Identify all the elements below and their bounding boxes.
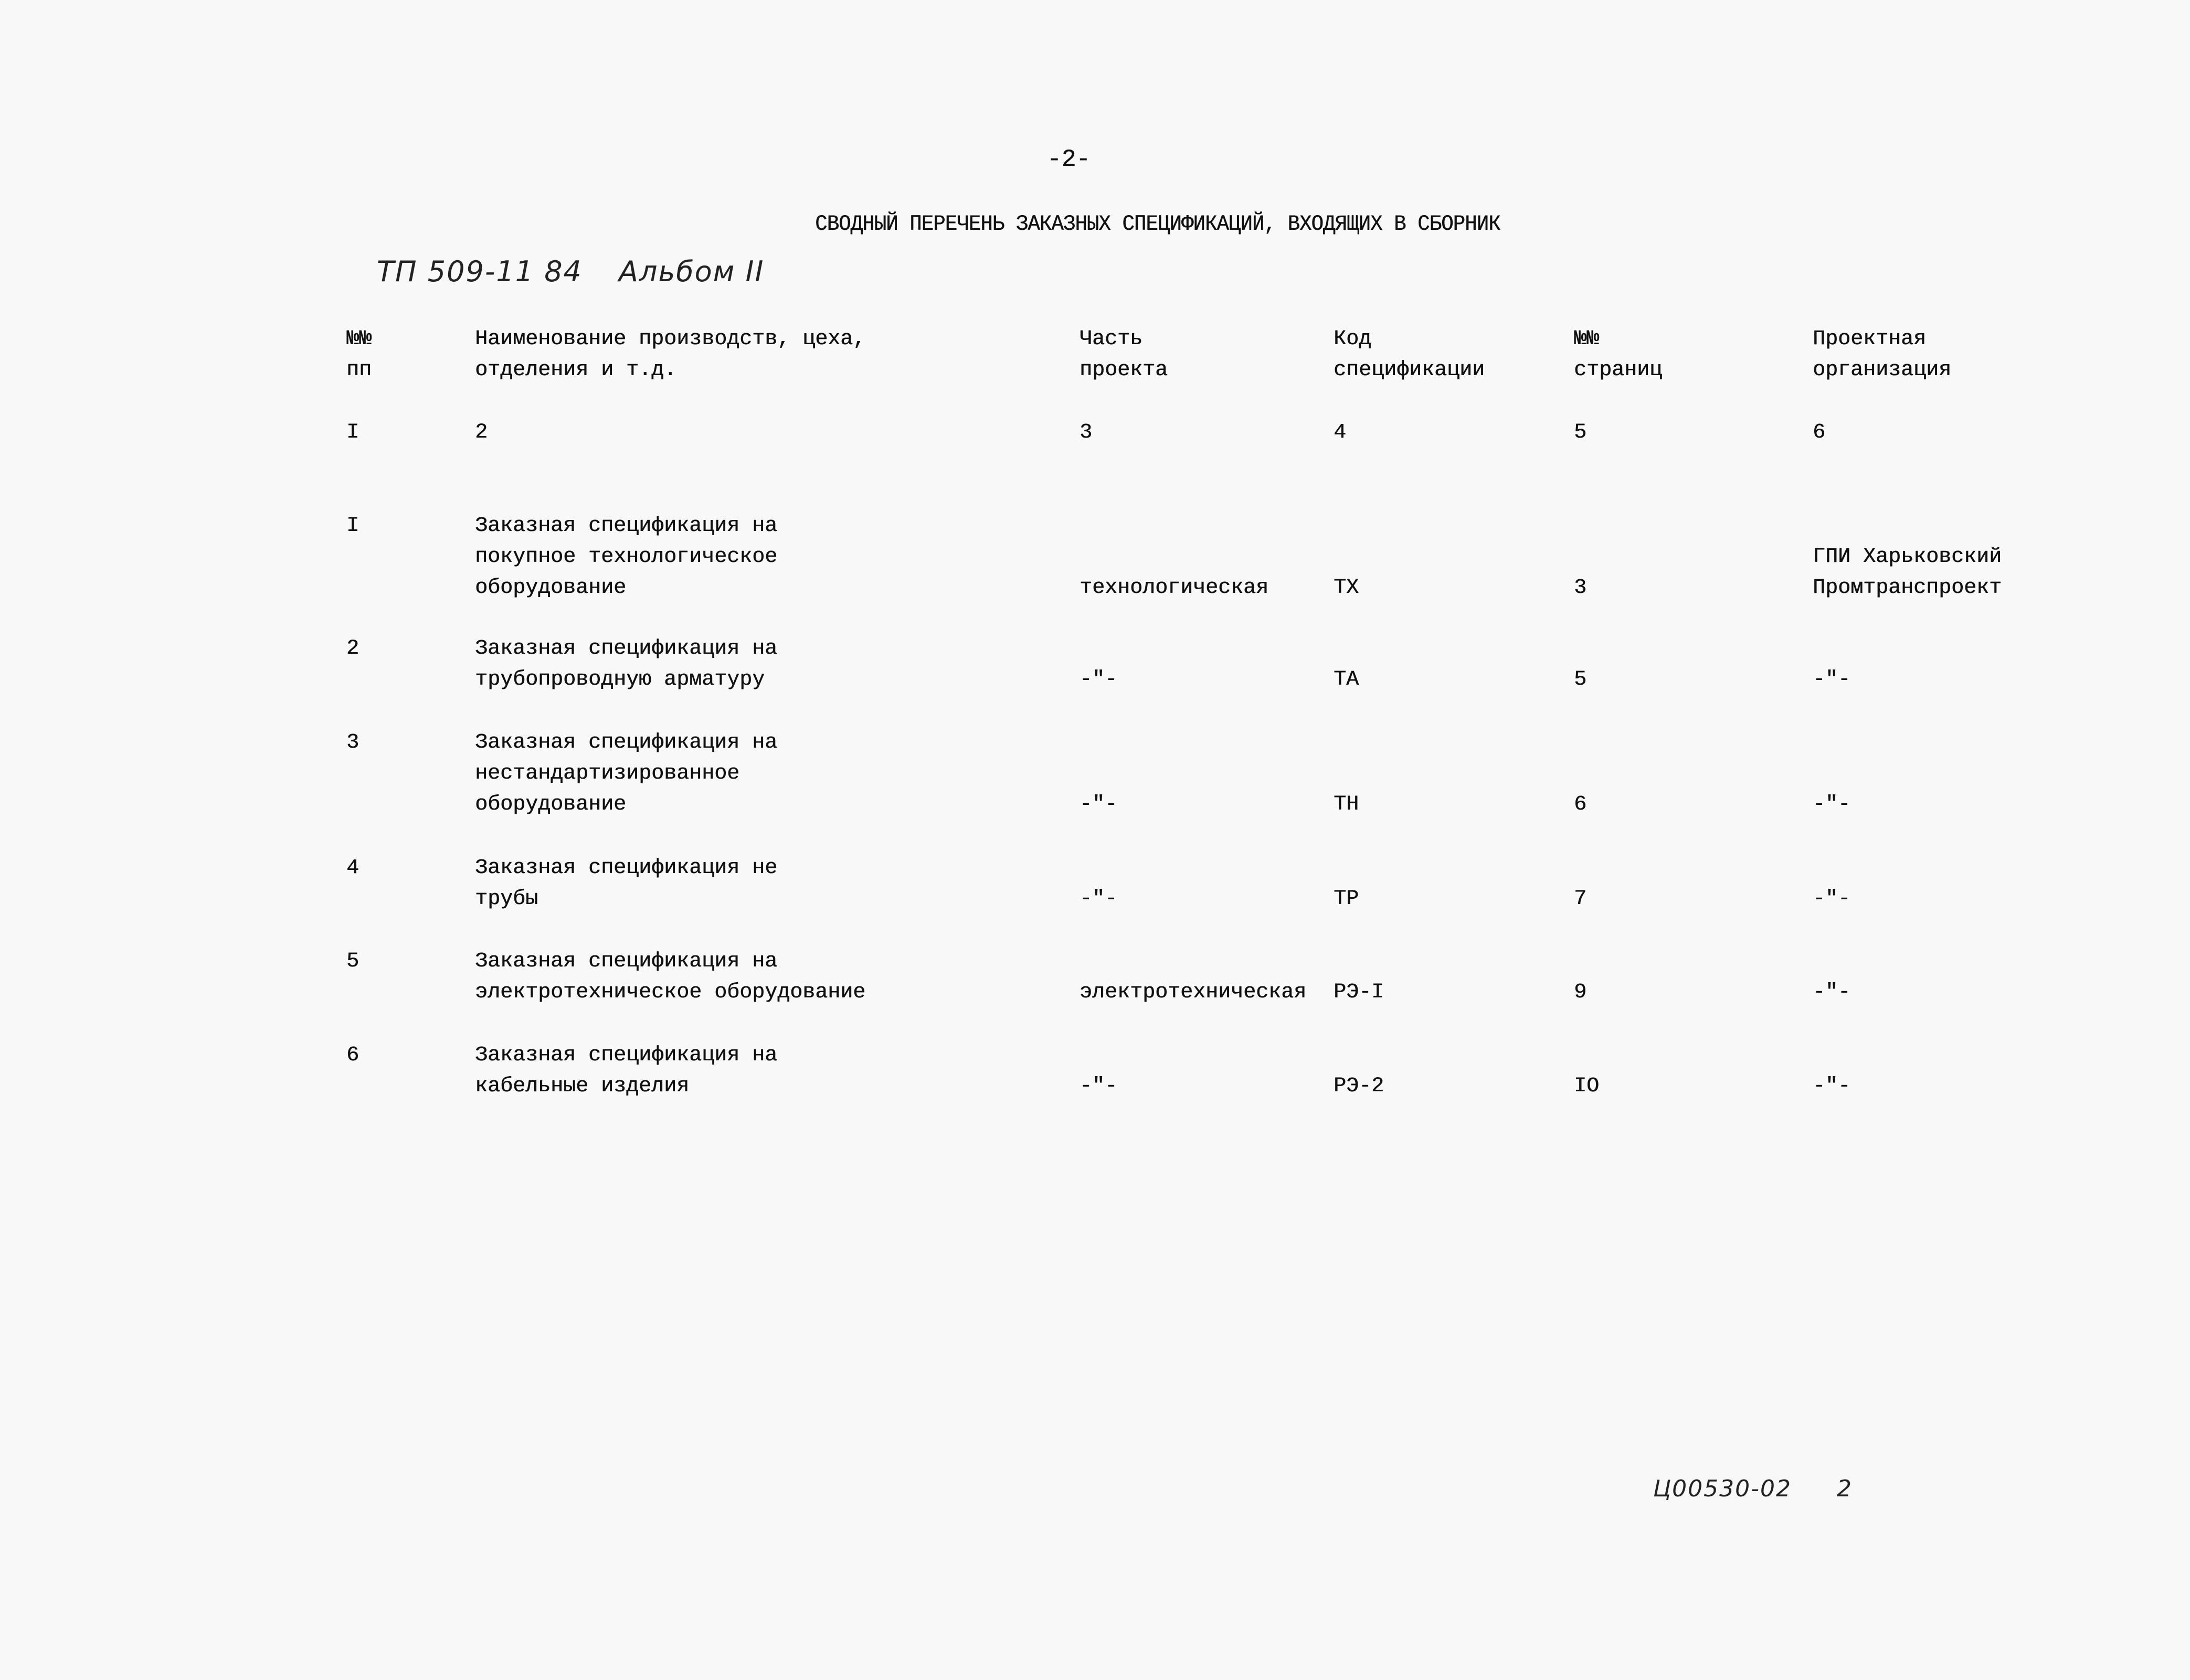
handwritten-project-code: ТП 509-11 84 (377, 255, 583, 288)
cell-part: -"- (1080, 668, 1118, 692)
table-row (0, 633, 2190, 695)
cell-num: 3 (346, 731, 359, 754)
header-part: Часть проекта (1080, 327, 1168, 382)
column-number: I (346, 421, 359, 444)
table-row (0, 853, 2190, 915)
cell-pages: IO (1574, 1075, 1600, 1098)
column-number: 6 (1813, 421, 1826, 444)
cell-name: Заказная спецификация на электротехническое оборудование (475, 950, 866, 1004)
cell-name: Заказная спецификация на кабельные изделия (475, 1044, 778, 1098)
cell-pages: 6 (1574, 793, 1587, 816)
cell-num: 5 (346, 950, 359, 973)
cell-code: РЭ-I (1334, 981, 1384, 1004)
header-code: Код спецификации (1334, 327, 1485, 382)
cell-num: 2 (346, 637, 359, 661)
cell-org: -"- (1813, 1075, 1851, 1098)
table-row (0, 511, 2190, 603)
cell-num: 6 (346, 1044, 359, 1067)
cell-name: Заказная спецификация не трубы (475, 856, 778, 911)
cell-part: электротехническая (1080, 981, 1307, 1004)
cell-code: ТН (1334, 793, 1359, 816)
cell-pages: 5 (1574, 668, 1587, 692)
cell-part: -"- (1080, 1075, 1118, 1098)
table-row (0, 946, 2190, 1008)
cell-part: -"- (1080, 793, 1118, 816)
cell-org: ГПИ Харьковский Промтранспроект (1813, 545, 2002, 600)
cell-org: -"- (1813, 981, 1851, 1004)
column-number: 3 (1080, 421, 1093, 444)
header-org: Проектная организация (1813, 327, 1952, 382)
header-name: Наименование производств, цеха, отделения и т.д. (475, 327, 866, 382)
cell-org: -"- (1813, 887, 1851, 911)
handwritten-album: Альбом II (619, 255, 765, 288)
handwritten-sheet-number: 2 (1837, 1475, 1853, 1502)
cell-code: ТР (1334, 887, 1359, 911)
header-pages: №№ страниц (1574, 327, 1663, 382)
cell-code: ТХ (1334, 576, 1359, 600)
page-number: -2- (1047, 146, 1091, 173)
document-title: СВОДНЫЙ ПЕРЕЧЕНЬ ЗАКАЗНЫХ СПЕЦИФИКАЦИЙ, ВХОДЯЩИХ В СБОРНИК (815, 211, 1500, 237)
cell-code: РЭ-2 (1334, 1075, 1384, 1098)
cell-name: Заказная спецификация на трубопроводную арматуру (475, 637, 778, 692)
cell-name: Заказная спецификация на покупное технологическое оборудование (475, 514, 778, 600)
header-num: №№ пп (346, 327, 372, 382)
table-row (0, 727, 2190, 820)
cell-num: I (346, 514, 359, 538)
column-number: 2 (475, 421, 488, 444)
cell-org: -"- (1813, 668, 1851, 692)
cell-pages: 3 (1574, 576, 1587, 600)
cell-org: -"- (1813, 793, 1851, 816)
cell-part: -"- (1080, 887, 1118, 911)
column-number: 5 (1574, 421, 1587, 444)
column-number: 4 (1334, 421, 1347, 444)
cell-pages: 9 (1574, 981, 1587, 1004)
cell-pages: 7 (1574, 887, 1587, 911)
cell-part: технологическая (1080, 576, 1269, 600)
handwritten-doc-code: Ц00530-02 (1653, 1475, 1792, 1502)
table-row (0, 1040, 2190, 1102)
cell-name: Заказная спецификация на нестандартизированное оборудование (475, 731, 778, 816)
cell-code: ТА (1334, 668, 1359, 692)
cell-num: 4 (346, 856, 359, 880)
